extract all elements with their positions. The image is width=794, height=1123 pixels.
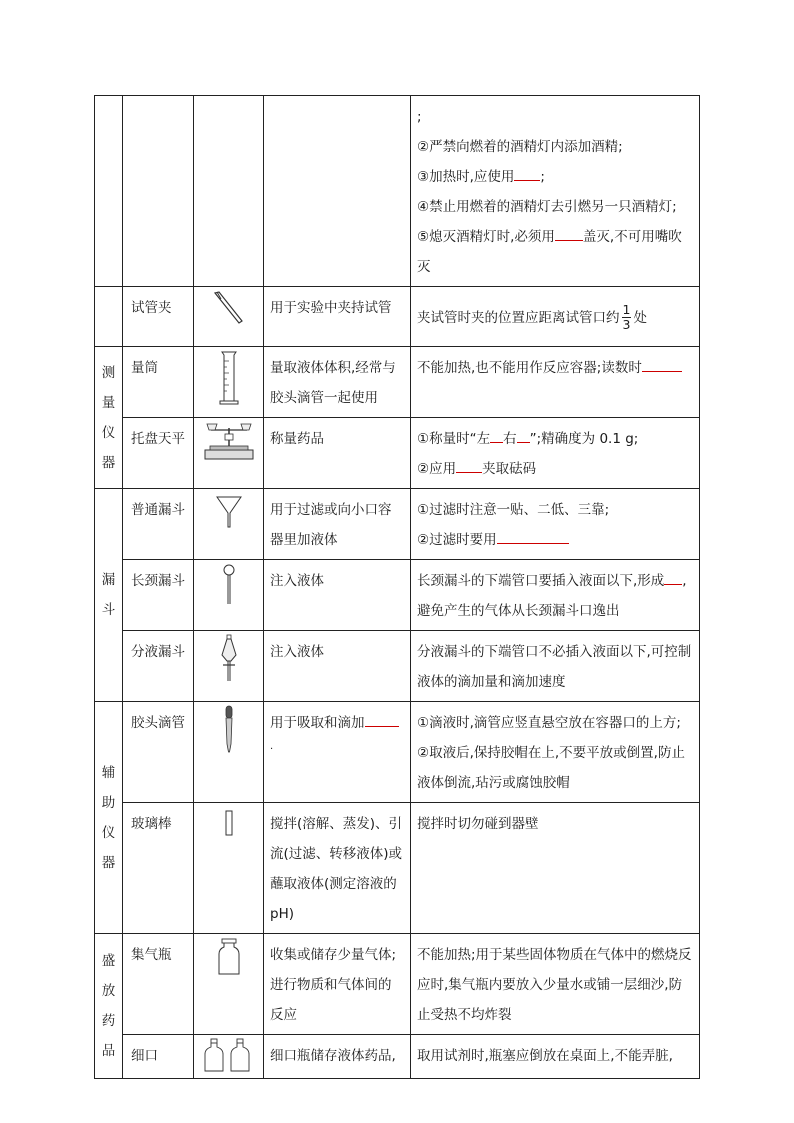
answer-blank[interactable]: [642, 353, 682, 372]
apparatus-name: 分液漏斗: [123, 631, 194, 702]
balance-icon: [201, 420, 257, 464]
apparatus-name: 长颈漏斗: [123, 560, 194, 631]
apparatus-name: 玻璃棒: [123, 803, 194, 934]
category-label: 辅助仪器: [101, 764, 116, 871]
apparatus-use: 收集或储存少量气体;进行物质和气体间的反应: [264, 934, 411, 1035]
apparatus-note: 分液漏斗的下端管口不必插入液面以下,可控制液体的滴加量和滴加速度: [411, 631, 700, 702]
apparatus-use: 细口瓶储存液体药品,: [264, 1035, 411, 1079]
apparatus-note: 取用试剂时,瓶塞应倒放在桌面上,不能弄脏,: [411, 1035, 700, 1079]
apparatus-use: 注入液体: [264, 560, 411, 631]
table-row: [95, 934, 700, 1035]
apparatus-name: 胶头滴管: [123, 702, 194, 803]
category-label: 漏斗: [101, 572, 116, 618]
answer-blank[interactable]: [497, 525, 569, 544]
apparatus-use: 注入液体: [264, 631, 411, 702]
apparatus-note: 不能加热;用于某些固体物质在气体中的燃烧反应时,集气瓶内要放入少量水或铺一层细沙,防止受热不均炸裂: [411, 934, 700, 1035]
apparatus-name: 试管夹: [123, 287, 194, 347]
apparatus-use: 搅拌(溶解、蒸发)、引流(过滤、转移液体)或蘸取液体(测定溶液的 pH): [264, 803, 411, 934]
table-row: [95, 803, 700, 934]
apparatus-name: 量筒: [123, 347, 194, 418]
table-row: [95, 96, 700, 287]
apparatus-use: 用于过滤或向小口容器里加液体: [264, 489, 411, 560]
table-row: 辅助仪器 胶头滴管 用于吸取和滴加 . ①滴液时,滴管应竖直悬空放在容器口的上方; ②取液后,保持胶帽在上,不要平放或倒置,防止液体倒流,玷污或腐蚀胶帽: [95, 702, 700, 803]
test-tube-clamp-icon: [209, 289, 249, 329]
answer-blank[interactable]: [664, 566, 682, 585]
reagent-bottles-icon: [201, 1037, 257, 1075]
answer-blank[interactable]: [490, 424, 503, 443]
glass-rod-icon: [219, 805, 239, 839]
apparatus-use: 量取液体体积,经常与胶头滴管一起使用: [264, 347, 411, 418]
apparatus-table: [94, 95, 700, 1079]
answer-blank[interactable]: [514, 162, 540, 181]
long-neck-funnel-icon: [217, 562, 241, 606]
funnel-icon: [214, 491, 244, 531]
lamp-notes: ; ②严禁向燃着的酒精灯内添加酒精; ③加热时,应使用 ; ④禁止用燃着的酒精灯去引燃另一只酒精灯; ⑤熄灭酒精灯时,必须用 盖灭,不可用嘴吹灭: [411, 96, 700, 287]
clamp-note: 夹试管时夹的位置应距离试管口约 $\frac{1}{3}$ 处: [411, 287, 700, 347]
category-label: 测量仪器: [101, 364, 116, 471]
graduated-cylinder-icon: [214, 349, 244, 407]
apparatus-name: 普通漏斗: [123, 489, 194, 560]
separatory-funnel-icon: [217, 633, 241, 683]
apparatus-use: 用于实验中夹持试管: [264, 287, 411, 347]
table-row: 测量仪器 量筒 量取液体体积,经常与胶头滴管一起使用 不能加热,也不能用作反应容器;读数时: [95, 347, 700, 418]
table-row: [95, 287, 700, 347]
apparatus-name: 托盘天平: [123, 418, 194, 489]
apparatus-name: 细口: [123, 1035, 194, 1079]
apparatus-note: 搅拌时切勿碰到器壁: [411, 803, 700, 934]
table-row: [95, 631, 700, 702]
apparatus-name: 集气瓶: [123, 934, 194, 1035]
answer-blank[interactable]: [555, 222, 583, 241]
dropper-icon: [219, 704, 239, 754]
answer-blank[interactable]: [517, 424, 530, 443]
category-label: 盛放药品: [101, 953, 116, 1059]
gas-jar-icon: [214, 936, 244, 978]
table-row: 长颈漏斗 注入液体 长颈漏斗的下端管口要插入液面以下,形成 ,避免产生的气体从长颈漏斗口逸出: [95, 560, 700, 631]
table-row: 托盘天平 称量药品 ①称量时“左 右 ”;精确度为 0.1 g; ②应用 夹取砝码: [95, 418, 700, 489]
table-row: [95, 1035, 700, 1079]
answer-blank[interactable]: [365, 708, 399, 727]
answer-blank[interactable]: [456, 454, 482, 473]
table-row: 漏斗 普通漏斗 用于过滤或向小口容器里加液体 ①过滤时注意一贴、二低、三靠; ②过滤时要用: [95, 489, 700, 560]
apparatus-use: 称量药品: [264, 418, 411, 489]
fraction: $\frac{1}{3}$: [622, 302, 631, 332]
